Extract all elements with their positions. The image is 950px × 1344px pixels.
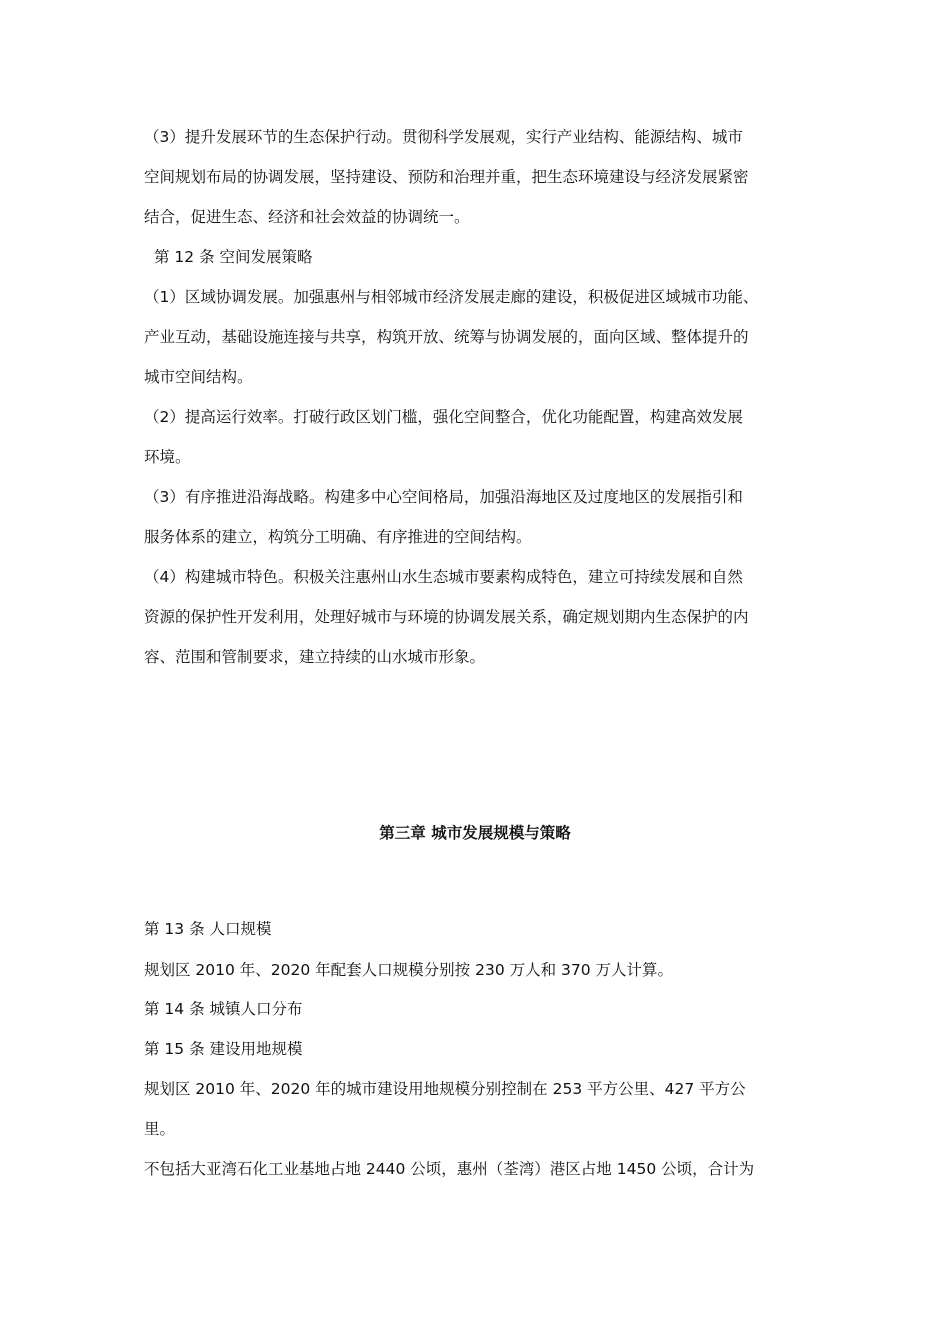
paragraph-line: 规划区 2010 年、2020 年配套人口规模分别按 230 万人和 370 万人计算。 [144, 961, 674, 979]
paragraph-line: 城市空间结构。 [144, 368, 253, 386]
paragraph-line: 服务体系的建立，构筑分工明确、有序推进的空间结构。 [144, 528, 532, 546]
article-heading: 第 14 条 城镇人口分布 [144, 1000, 303, 1018]
paragraph-line: 空间规划布局的协调发展，坚持建设、预防和治理并重，把生态环境建设与经济发展紧密 [144, 168, 749, 186]
paragraph-line: （1）区域协调发展。加强惠州与相邻城市经济发展走廊的建设，积极促进区域城市功能、 [144, 288, 759, 306]
paragraph-line: 产业互动，基础设施连接与共享，构筑开放、统筹与协调发展的，面向区域、整体提升的 [144, 328, 749, 346]
paragraph-line: 规划区 2010 年、2020 年的城市建设用地规模分别控制在 253 平方公里、427 平方公 [144, 1080, 746, 1098]
paragraph-line: 结合，促进生态、经济和社会效益的协调统一。 [144, 208, 470, 226]
paragraph-line: 不包括大亚湾石化工业基地占地 2440 公顷，惠州（荃湾）港区占地 1450 公顷，合计为 [144, 1160, 755, 1178]
paragraph-line: （3）有序推进沿海战略。构建多中心空间格局，加强沿海地区及过度地区的发展指引和 [144, 488, 743, 506]
article-heading: 第 13 条 人口规模 [144, 920, 272, 938]
paragraph-line: （3）提升发展环节的生态保护行动。贯彻科学发展观，实行产业结构、能源结构、城市 [144, 128, 743, 146]
article-heading: 第 12 条 空间发展策略 [154, 248, 313, 266]
paragraph-line: 资源的保护性开发利用，处理好城市与环境的协调发展关系，确定规划期内生态保护的内 [144, 608, 749, 626]
paragraph-line: 容、范围和管制要求，建立持续的山水城市形象。 [144, 648, 486, 666]
paragraph-line: （4）构建城市特色。积极关注惠州山水生态城市要素构成特色，建立可持续发展和自然 [144, 568, 743, 586]
chapter-title: 第三章 城市发展规模与策略 [379, 824, 571, 842]
paragraph-line: 里。 [144, 1120, 176, 1138]
article-heading: 第 15 条 建设用地规模 [144, 1040, 303, 1058]
paragraph-line: 环境。 [144, 448, 191, 466]
paragraph-line: （2）提高运行效率。打破行政区划门槛，强化空间整合，优化功能配置，构建高效发展 [144, 408, 743, 426]
